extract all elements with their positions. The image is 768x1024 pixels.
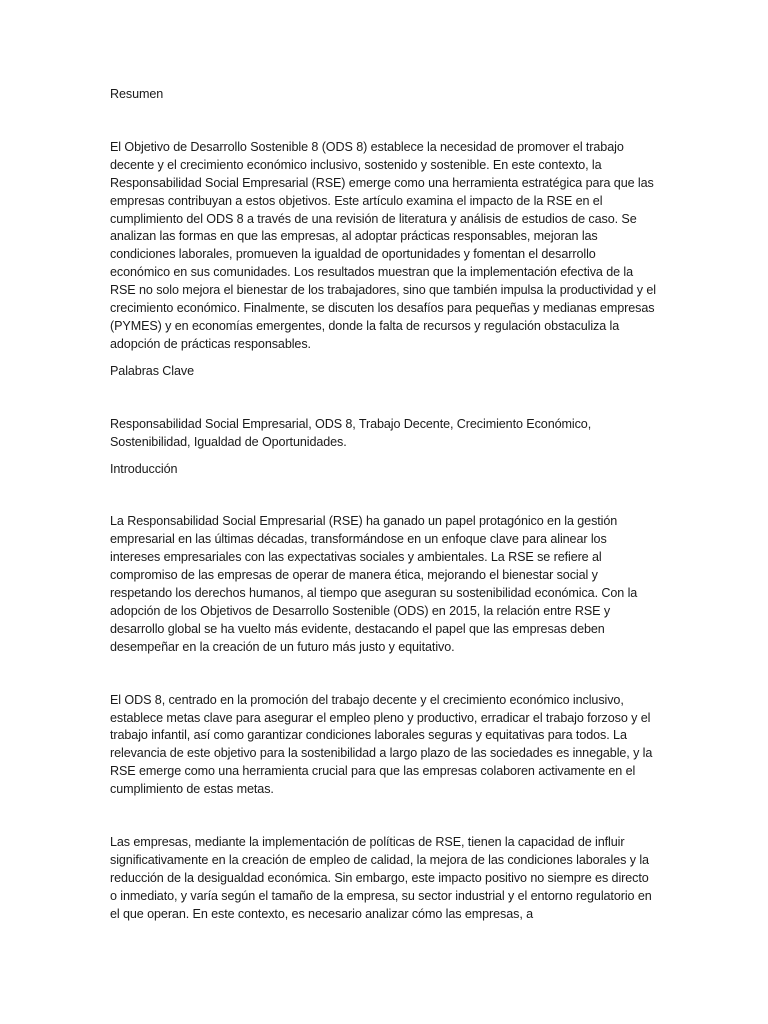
resumen-paragraph: El Objetivo de Desarrollo Sostenible 8 (ODS 8) establece la necesidad de promover el trabajo decente y el crecimiento económico inclusivo, sostenido y sostenible. En este contexto, la Responsabilidad Social Empresarial (RSE) emerge como una herramienta estratégica para que las empresas contribuyan a estos objetivos. Este artículo examina el impacto de la RSE en el cumplimiento del ODS 8 a través de una revisión de literatura y análisis de estudios de caso. Se analizan las formas en que las empresas, al adoptar prácticas responsables, mejoran las condiciones laborales, promueven la igualdad de oportunidades y fomentan el desarrollo económico en sus comunidades. Los resultados muestran que la implementación efectiva de la RSE no solo mejora el bienestar de los trabajadores, sino que también impulsa la productividad y el crecimiento económico. Finalmente, se discuten los desafíos para pequeñas y medianas empresas (PYMES) y en economías emergentes, donde la falta de recursos y regulación obstaculiza la adopción de prácticas responsables. <box>110 139 656 351</box>
introduccion-heading: Introducción <box>110 461 178 476</box>
palabras-clave-heading: Palabras Clave <box>110 363 195 378</box>
spacer <box>110 799 658 834</box>
spacer <box>110 381 658 416</box>
spacer <box>110 478 658 513</box>
spacer <box>110 452 658 461</box>
resumen-heading: Resumen <box>110 87 164 101</box>
spacer <box>110 104 658 139</box>
palabras-clave-paragraph: Responsabilidad Social Empresarial, ODS 8, Trabajo Decente, Crecimiento Económico, Sostenibilidad, Igualdad de Oportunidades. <box>110 416 592 449</box>
introduccion-paragraph-3: Las empresas, mediante la implementación de políticas de RSE, tienen la capacidad de influir significativamente en la creación de empleo de calidad, la mejora de las condiciones laborales y la reducción de la desigualdad económica. Sin embargo, este impacto positivo no siempre es directo o inmediato, y varía según el tamaño de la empresa, su sector industrial y el entorno regulatorio en el que operan. En este contexto, es necesario analizar cómo las empresas, a <box>110 835 652 921</box>
introduccion-paragraph-1: La Responsabilidad Social Empresarial (RSE) ha ganado un papel protagónico en la gestión empresarial en las últimas décadas, transformándose en un enfoque clave para alinear los intereses empresariales con las expectativas sociales y ambientales. La RSE se refiere al compromiso de las empresas de operar de manera ética, mejorando el bienestar social y respetando los derechos humanos, al tiempo que aseguran su sostenibilidad económica. Con la adopción de los Objetivos de Desarrollo Sostenible (ODS) en 2015, la relación entre RSE y desarrollo global se ha vuelto más evidente, destacando el papel que las empresas deben desempeñar en la creación de un futuro más justo y equitativo. <box>110 514 638 654</box>
document-body <box>110 86 658 924</box>
spacer <box>110 354 658 363</box>
spacer <box>110 657 658 692</box>
introduccion-paragraph-2: El ODS 8, centrado en la promoción del trabajo decente y el crecimiento económico inclusivo, establece metas clave para asegurar el empleo pleno y productivo, erradicar el trabajo forzoso y el trabajo infantil, así como garantizar condiciones laborales seguras y equitativas para todos. La relevancia de este objetivo para la sostenibilidad a largo plazo de las sociedades es innegable, y la RSE emerge como una herramienta crucial para que las empresas colaboren activamente en el cumplimiento de estas metas. <box>110 692 653 797</box>
